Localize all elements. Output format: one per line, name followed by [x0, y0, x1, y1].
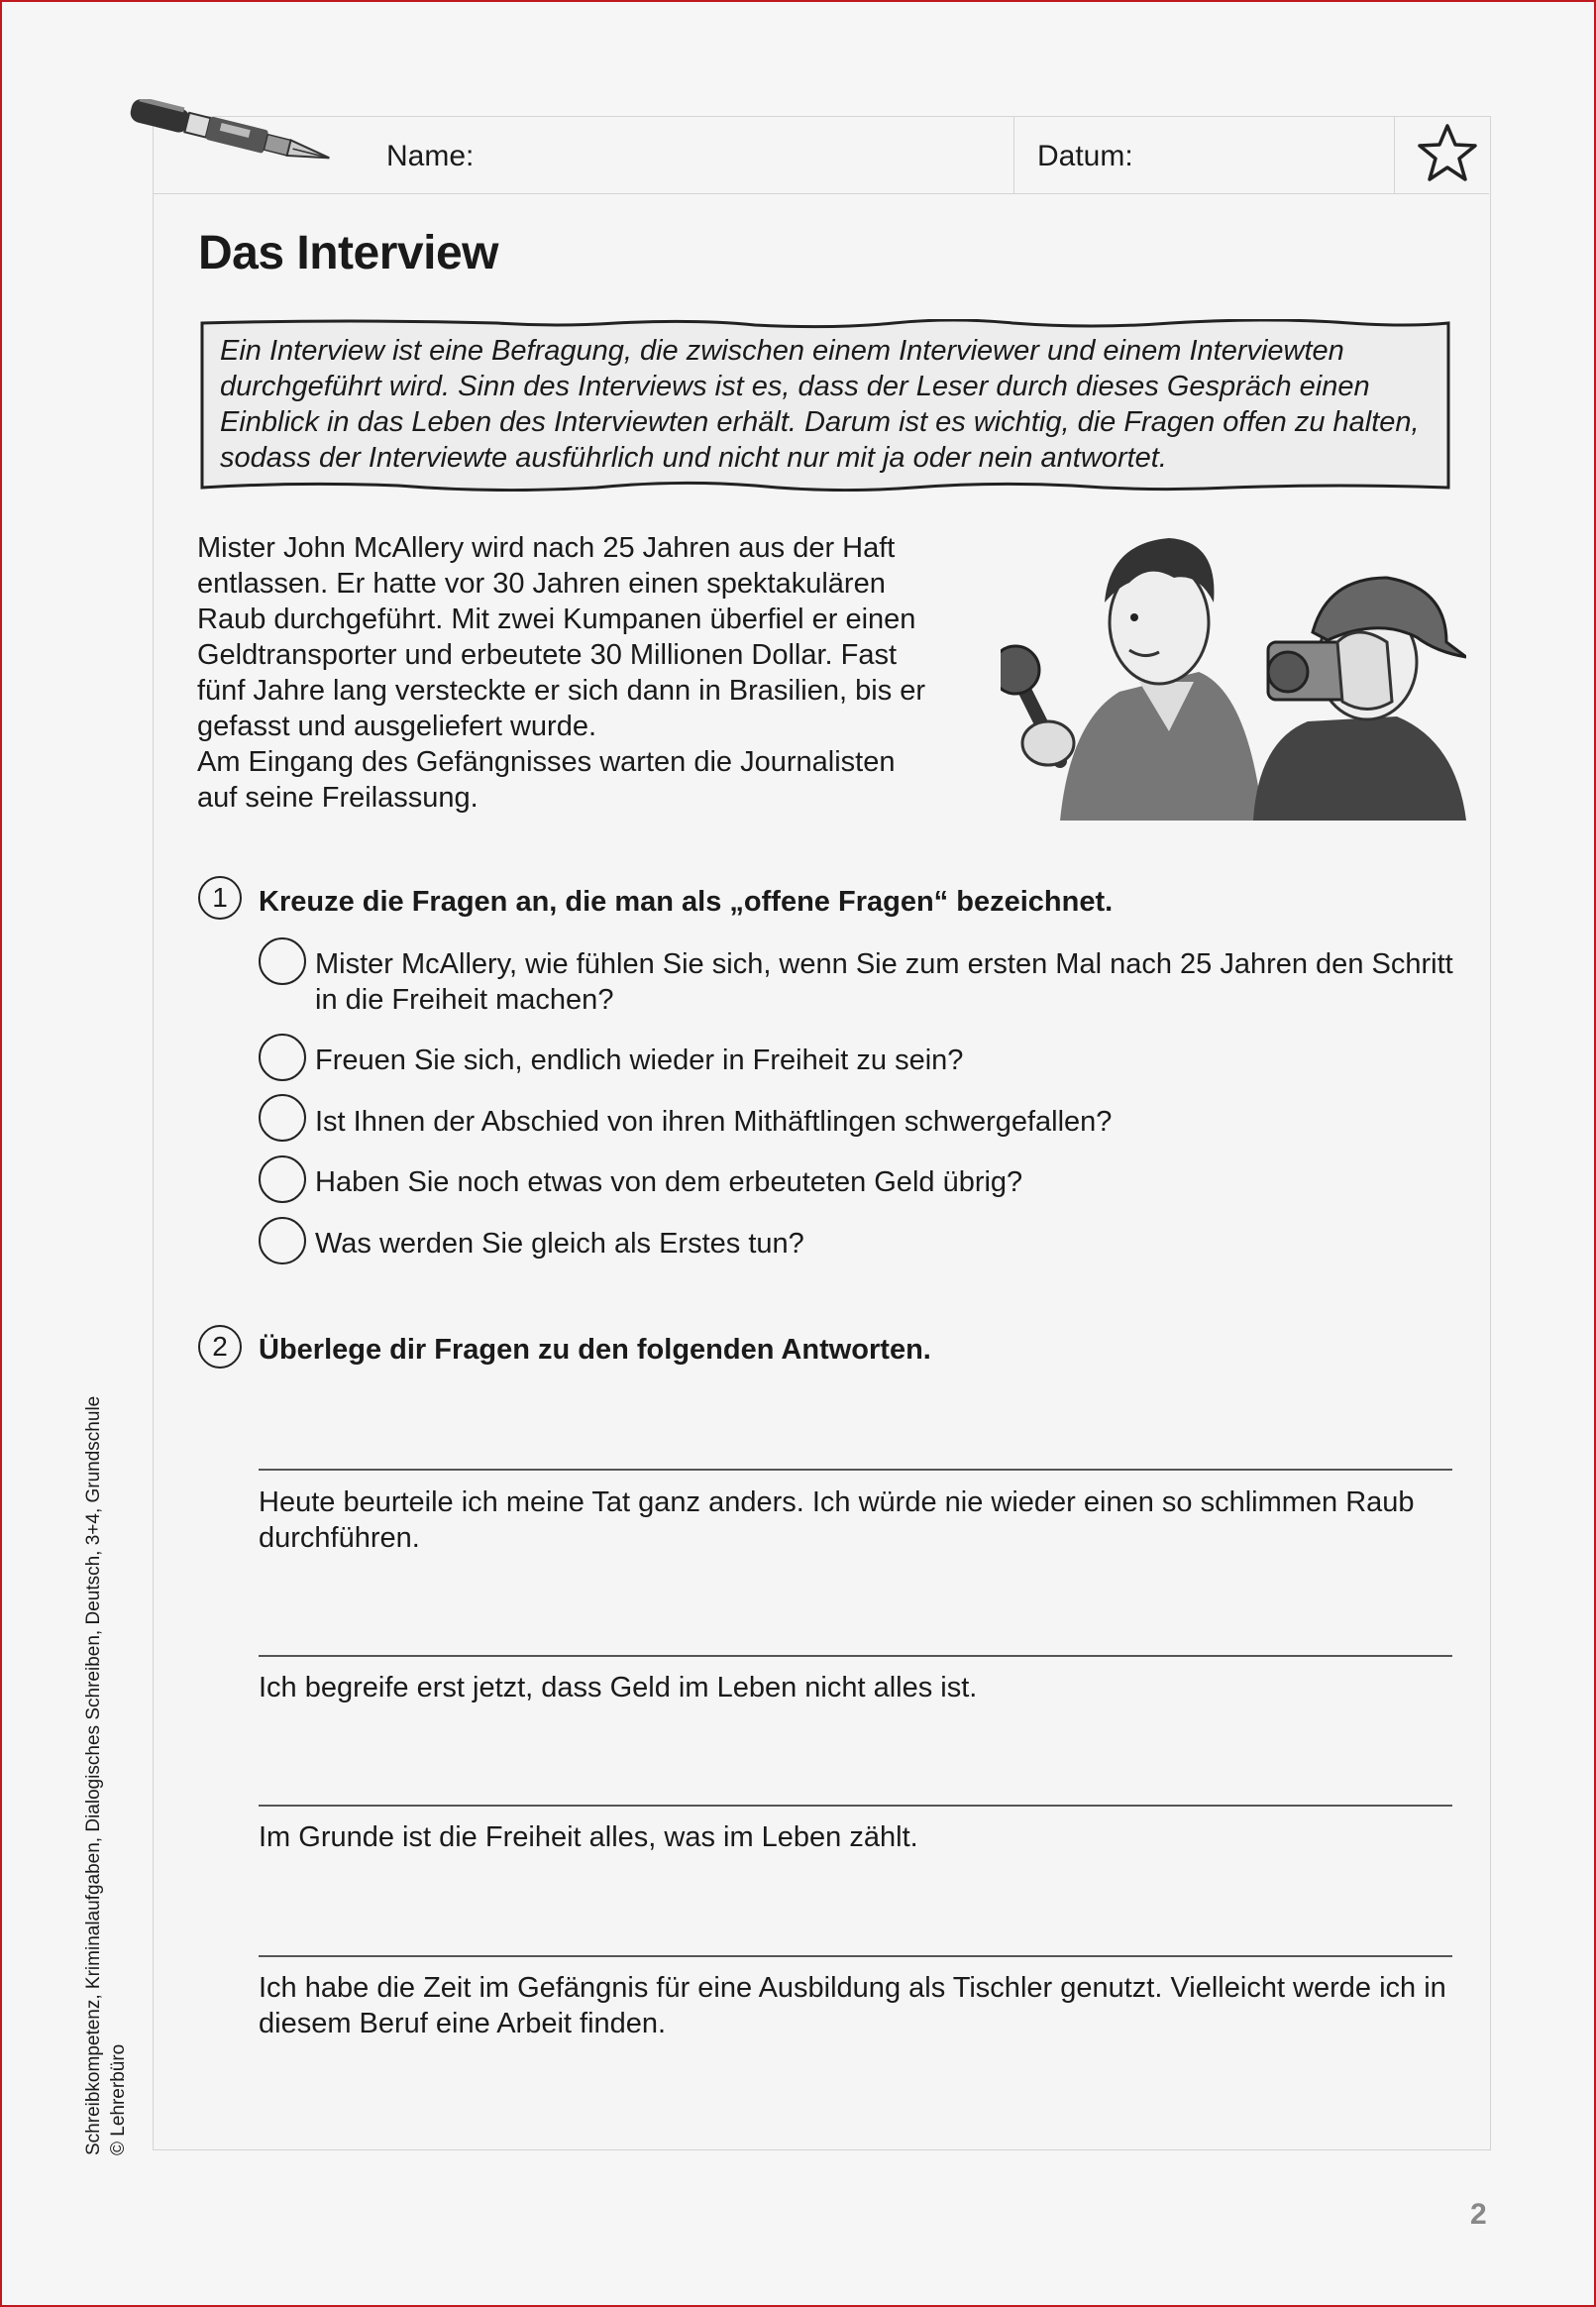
side-copyright-note: [81, 1396, 131, 2155]
fountain-pen-icon: [119, 99, 337, 178]
name-label: Name:: [386, 140, 475, 172]
story-paragraph: Am Eingang des Gefängnisses warten die Journalisten auf seine Freilassung.: [197, 746, 896, 814]
header-divider: [1013, 116, 1014, 193]
page-title: Das Interview: [198, 227, 498, 279]
writing-line[interactable]: [259, 1805, 1452, 1807]
task-title: Überlege dir Fragen zu den folgenden Antworten.: [259, 1334, 931, 1366]
answer-checkbox[interactable]: [259, 1094, 306, 1142]
question-option: Mister McAllery, wie fühlen Sie sich, wenn Sie zum ersten Mal nach 25 Jahren den Schritt in die Freiheit machen?: [315, 948, 1453, 1016]
interview-answer: Ich begreife erst jetzt, dass Geld im Leben nicht alles ist.: [259, 1672, 978, 1703]
question-option: Freuen Sie sich, endlich wieder in Freiheit zu sein?: [315, 1044, 964, 1076]
task-title: Kreuze die Fragen an, die man als „offene Fragen“ bezeichnet.: [259, 886, 1114, 918]
story-text: [197, 530, 935, 816]
writing-line[interactable]: [259, 1655, 1452, 1657]
header-bar: [153, 116, 1489, 194]
writing-line[interactable]: [259, 1469, 1452, 1471]
interview-answer: Im Grunde ist die Freiheit alles, was im Leben zählt.: [259, 1821, 918, 1853]
story-paragraph: Mister John McAllery wird nach 25 Jahren aus der Haft entlassen. Er hatte vor 30 Jahren einen spektakulären Raub durchgeführt. Mit zwei Kumpanen überfiel er einen Geldtransporter und erbeutete 30 Millionen Dollar. Fast fünf Jahre lang versteckte er sich dann in Brasilien, bis er gefasst und ausgeliefert wurde.: [197, 532, 926, 742]
interview-answer: Heute beurteile ich meine Tat ganz anders. Ich würde nie wieder einen so schlimmen Raub durchführen.: [259, 1486, 1415, 1554]
task-number-badge: 2: [198, 1325, 242, 1369]
question-option: Ist Ihnen der Abschied von ihren Mithäftlingen schwergefallen?: [315, 1106, 1113, 1138]
header-divider: [1394, 116, 1395, 193]
star-icon: [1415, 121, 1480, 186]
side-note-line: Schreibkompetenz, Kriminalaufgaben, Dialogisches Schreiben, Deutsch, 3+4, Grundschule: [83, 1395, 104, 2155]
answer-checkbox[interactable]: [259, 1217, 306, 1264]
answer-checkbox[interactable]: [259, 1155, 306, 1203]
answer-checkbox[interactable]: [259, 1034, 306, 1081]
intro-text: Ein Interview ist eine Befragung, die zwischen einem Interviewer und einem Interviewten durchgeführt wird. Sinn des Interviews ist es, dass der Leser durch dieses Gespräch einen Einblick in das Leben des Interviewten erhält. Darum ist es wichtig, die Fragen offen zu halten, sodass der Interviewte ausführlich und nicht nur mit ja oder nein antwortet.: [220, 335, 1420, 474]
question-option: Was werden Sie gleich als Erstes tun?: [315, 1228, 804, 1260]
question-option: Haben Sie noch etwas von dem erbeuteten Geld übrig?: [315, 1166, 1023, 1198]
writing-line[interactable]: [259, 1955, 1452, 1957]
date-label: Datum:: [1037, 140, 1133, 172]
answer-checkbox[interactable]: [259, 937, 306, 985]
task-number-badge: 1: [198, 876, 242, 920]
page-number: 2: [1470, 2198, 1487, 2231]
journalists-illustration: [1001, 523, 1466, 821]
side-note-line: © Lehrerbüro: [108, 2043, 129, 2155]
interview-answer: Ich habe die Zeit im Gefängnis für eine Ausbildung als Tischler genutzt. Vielleicht werde ich in diesem Beruf eine Arbeit finden.: [259, 1972, 1446, 2039]
